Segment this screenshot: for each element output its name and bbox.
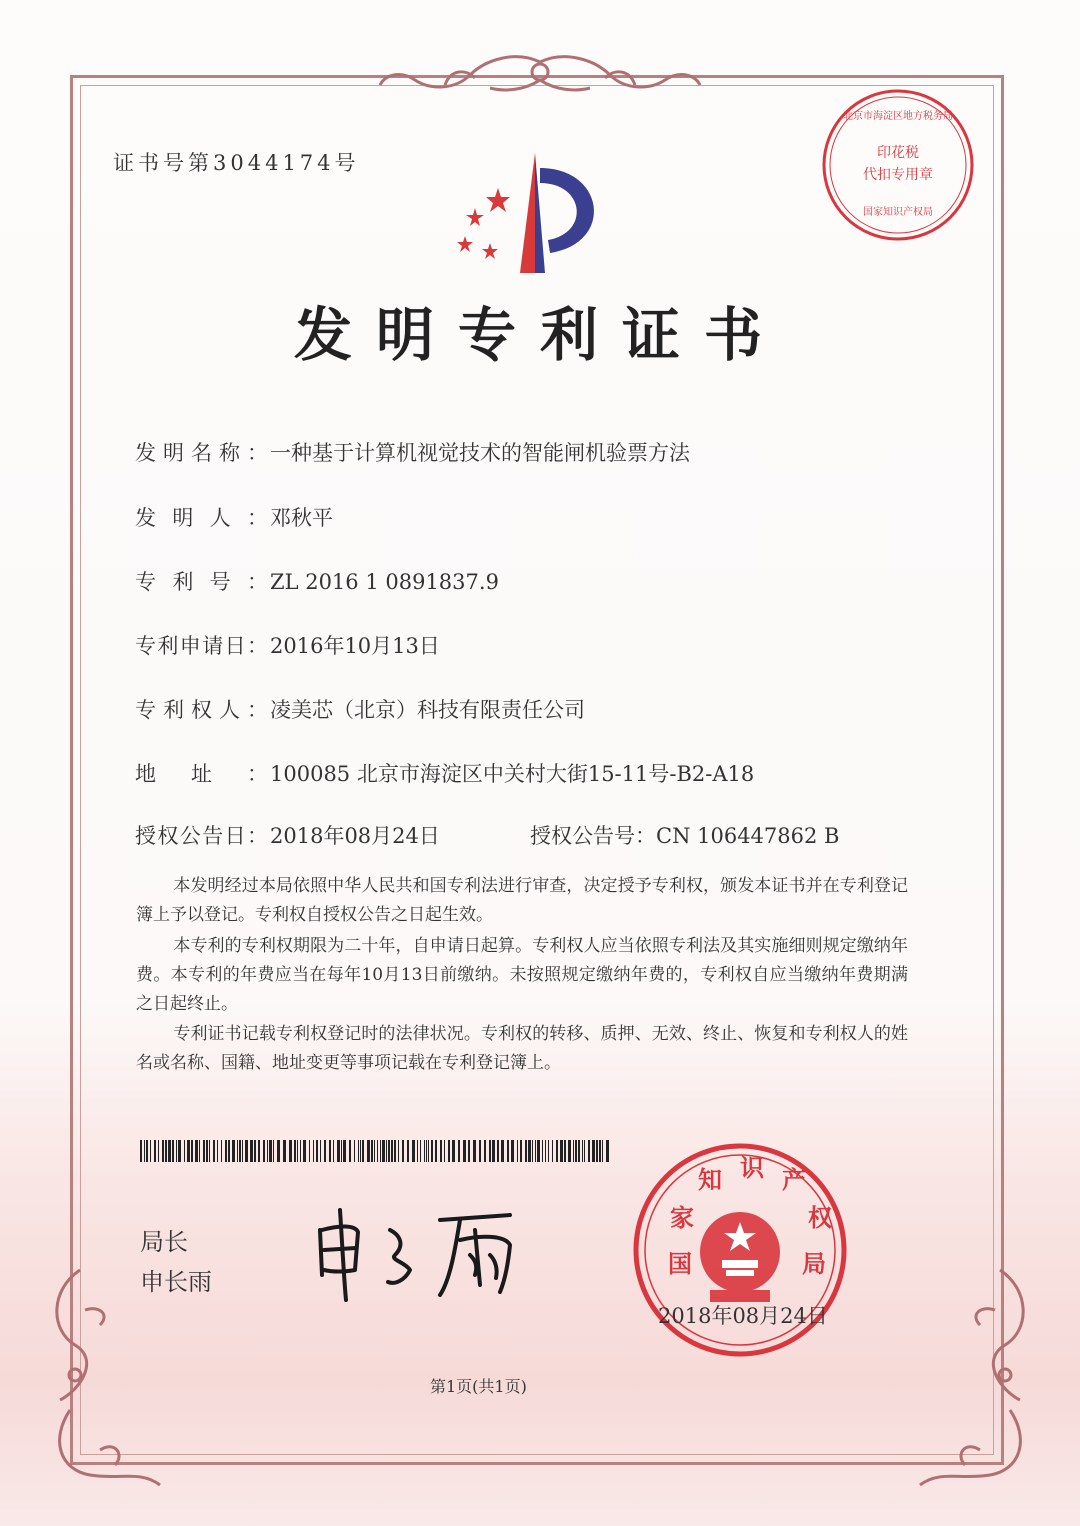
statement-paragraph-3: 专利证书记载专利权登记时的法律状况。专利权的转移、质押、无效、终止、恢复和专利权人的姓名或名称、国籍、地址变更等事项记载在专利登记簿上。	[136, 1024, 908, 1073]
field-invention-name	[135, 437, 690, 467]
top-ornament	[375, 50, 705, 110]
field-label: 专利申请日：	[135, 634, 268, 658]
field-value: CN 106447862 B	[656, 824, 840, 848]
field-label: 授权公告日：	[135, 824, 268, 848]
statement-paragraph-1: 本发明经过本局依照中华人民共和国专利法进行审查，决定授予专利权，颁发本证书并在专利登记簿上予以登记。专利权自授权公告之日起生效。	[136, 876, 908, 925]
field-application-date	[135, 630, 440, 660]
field-label: 发明名称：	[135, 441, 268, 465]
field-value: 一种基于计算机视觉技术的智能闸机验票方法	[270, 441, 690, 465]
statement-paragraph-2: 本专利的专利权期限为二十年，自申请日起算。专利权人应当依照专利法及其实施细则规定缴纳年费。本专利的年费应当在每年10月13日前缴纳。未按照规定缴纳年费的，专利权自应当缴纳年费期满之日起终止。	[136, 936, 908, 1014]
director-name: 申长雨	[140, 1268, 212, 1296]
field-inventor	[135, 502, 333, 532]
field-grant-announcement-number	[530, 820, 839, 850]
tax-bureau-seal	[818, 85, 978, 245]
seal-inner-text-1: 印花税	[877, 145, 919, 161]
field-label: 专利号：	[135, 570, 268, 594]
field-label: 发明人：	[135, 506, 268, 530]
issue-date: 2018年08月24日	[658, 1304, 828, 1328]
seal-bottom-text: 国家知识产权局	[863, 207, 933, 218]
certificate-title: 发明专利证书	[293, 301, 786, 369]
field-patentee	[135, 694, 585, 724]
seal-outer-text: 北京市海淀区地方税务局	[843, 111, 953, 122]
barcode	[140, 1140, 610, 1162]
field-value: 凌美芯（北京）科技有限责任公司	[270, 698, 585, 722]
field-value: 邓秋平	[270, 506, 333, 530]
field-label: 专利权人：	[135, 698, 268, 722]
field-address	[135, 758, 754, 788]
director-title: 局长	[140, 1228, 188, 1256]
field-grant-announcement-date	[135, 820, 440, 850]
field-value: 100085 北京市海淀区中关村大街15-11号-B2-A18	[270, 762, 755, 786]
page-indicator: 第1页(共1页)	[430, 1377, 527, 1396]
field-label: 授权公告号：	[530, 824, 656, 848]
seal-inner-text-2: 代扣专用章	[863, 167, 933, 183]
certificate-number: 证书号第3044174号	[113, 151, 360, 175]
director-signature	[310, 1200, 550, 1310]
seal-text: 国 家 知 识 产 权 局	[668, 1154, 832, 1278]
patent-office-emblem-icon	[440, 148, 620, 278]
bottom-right-ornament	[890, 1250, 1040, 1500]
field-label: 地址：	[135, 762, 268, 786]
field-value: 2018年08月24日	[270, 824, 440, 848]
field-value: 2016年10月13日	[270, 634, 440, 658]
field-value: ZL 2016 1 0891837.9	[270, 570, 499, 594]
field-patent-number	[135, 566, 499, 596]
